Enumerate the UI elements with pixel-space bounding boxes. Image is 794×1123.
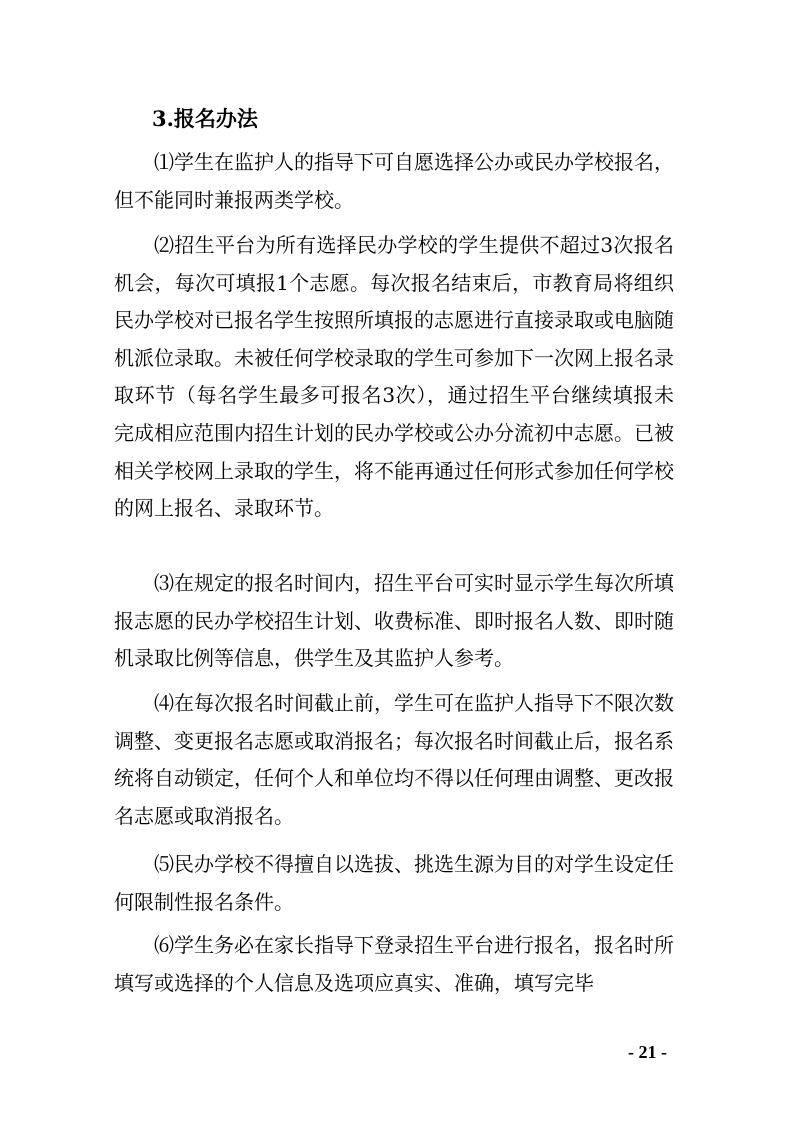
paragraph-5: ⑸民办学校不得擅自以选拔、挑选生源为目的对学生设定任何限制性报名条件。 [114,852,674,914]
section-heading: 3.报名办法 [152,106,258,131]
page-number: - 21 - [628,1042,667,1062]
paragraph-6: ⑹学生务必在家长指导下登录招生平台进行报名，报名时所填写或选择的个人信息及选项应真实、准确，填写完毕 [114,933,674,995]
paragraph-1: ⑴学生在监护人的指导下可自愿选择公办或民办学校报名，但不能同时兼报两类学校。 [114,150,674,212]
paragraph-4: ⑷在每次报名时间截止前，学生可在监护人指导下不限次数调整、变更报名志愿或取消报名；每次报名时间截止后，报名系统将自动锁定，任何个人和单位均不得以任何理由调整、更改报名志愿或取消报名。 [114,691,674,828]
paragraph-3: ⑶在规定的报名时间内，招生平台可实时显示学生每次所填报志愿的民办学校招生计划、收费标准、即时报名人数、即时随机录取比例等信息，供学生及其监护人参考。 [114,571,674,671]
paragraph-2: ⑵招生平台为所有选择民办学校的学生提供不超过3次报名机会，每次可填报1个志愿。每次报名结束后，市教育局将组织民办学校对已报名学生按照所填报的志愿进行直接录取或电脑随机派位录取。未被任何学校录取的学生可参加下一次网上报名录取环节（每名学生最多可报名3次），通过招生平台继续填报未完成相应范围内招生计划的民办学校或公办分流初中志愿。已被相关学校网上录取的学生，将不能再通过任何形式参加任何学校的网上报名、录取环节。 [114,233,674,521]
